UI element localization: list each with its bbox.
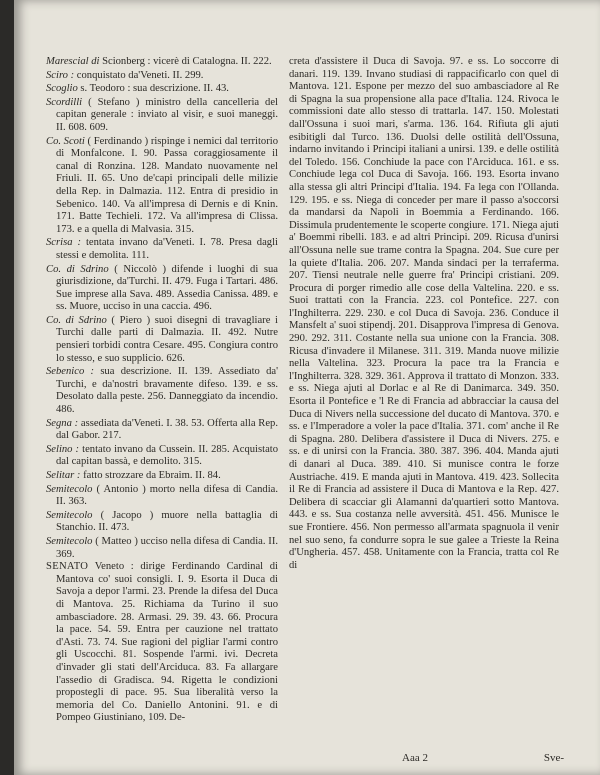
senato-continuation: creta d'assistere il Duca di Savoja. 97. e ss. Lo soccorre di danari. 119. 139. Invano studiasi di rappacificarlo con quel di Mantova. 121. Espone per mezzo del suo ambasciadore al Re di Spagna la sua propensione alla pace d'Italia. 124. Rivoca le commissioni date allo stesso di trattarla. 147. 150. Molestati dall'Ossuna i suoi mari, s'arma. 136. 164. Rifiuta gli ajuti esibitigli dal Turco. 136. Duolsi delle ostilità dell'Ossuna, indarno invitando i Principi italiani a unirsi. 139. e delle ostilità del Toledo. 156. Conchiude la pace con l'Arciduca. 161. e ss. Conchiude lega col Duca di Savoja. 166. 193. Esorta invano alla stessa gli altri Principi d'Italia. 194. Fa lega con l'Ollanda. 129. 195. e ss. Niega di conceder per mare il passo a'soccorsi da mandarsi da Napoli in Boemmia a Ferdinando. 166. Dissimula prudentemente le scoperte congiure. 171. Niega ajuti a' Boemmi ribelli. 183. e ad altri Principi. 209. Ricusa d'unirsi all'Ossuna nelle sue trame contra la Spagna. 204. Sue cure per la quiete d'Italia. 206. 207. Manda sindaci per la terraferma. 207. Tiensi neutrale nelle guerre fra' Principi cristiani. 209. Procura di porger rimedio alle cose della Valtelina. 220. e ss. Suoi trattati con la Francia. 223. col Pontefice. 227. con l'Inghilterra. 229. 230. e col Duca di Savoja. 236. Conduce il Mansfelt a' suoi stipendj. 201. Disapprova l'impresa di Genova. 290. 292. 311. Costante nella sua unione con la Francia. 308. Ricusa d'invadere il Milanese. 311. 319. Manda nuove milizie nella Valtelina. 323. Procura la pace tra la Francia e l'Inghilterra. 328. 329. 361. Approva il trattato di Monzon. 333. e ss. Niega ajuti al Dorlac e al Re di Danimarca. 349. 350. Esorta il Pontefice e 'l Re di Francia ad abbracciar la causa del Duca di Nivers nella successione del ducato di Mantova. 370. e ss. e l'Imperadore a voler la pace d'Italia. 371. com' anche il Re di Spagna. 280. Delibera d'assistere il Duca di Nivers. 275. e ss. e di unirsi con la Francia. 380. 387. 396. 404. Manda ajuti di danari al Duca. 389. 410. Si munisce contra le forze Austriache. 419. E manda ajuti in Mantova. 419. 423. Sollecita il Re di Francia ad assistere il Duca di Mantova e la Rep. 427. Delibera di scacciar gli Alamanni da'quartieri sotto Mantova. 443. e ss. Sua costanza nelle avversità. 451. 456. Munisce le sue Frontiere. 456. Non permesso all'armata spagnuola il venir nel suo seno, fa condurre sopra le sue galee a Trieste la Reina d'Ungheria. 457. 458. Unitamente con la Francia, tratta col Re di bbox=[289, 56, 559, 571]
entry-text: Veneto : dirige Ferdinando Cardinal di Mantova co' suoi consigli. I. 9. Esorta il Duca di Savoja a depor l'armi. 23. Prende la difesa del Duca di Mantova. 25. Richiama da Turino il suo ambasciadore. 28. Armasi. 29. 39. 43. 66. Procura la pace. 54. 59. Entra per cauzione nel trattato d'Asti. 73. 74. Sue ragioni del pigliar l'armi contro gli Uscocchi. 81. Sospende l'armi. ivi. Decreta d'invader gli stati dell'Arciduca. 83. Fa allargare l'assedio di Gradisca. 94. Rigetta le condizioni propostegli di pace. 95. Sua liberalità verso la memoria del Co. Daniello Antonini. 91. e di Pompeo Giustiniano, 109. De- bbox=[56, 561, 278, 724]
entry-headword: Sebenico : bbox=[46, 366, 95, 378]
entry-headword: Scoglio bbox=[46, 83, 78, 95]
entry-text: ( Ferdinando ) rispinge i nemici dal territorio di Monfalcone. I. 90. Passa coraggiosamente il canal di Ronzina. 128. Mandato nuovamente nel Friuli. II. 65. Uno de'capi principali delle milizie della Rep. in Dalmazia. 112. Entra di presidio in Sebenico. 140. Va all'impresa di Dernis e di Knin. 171. Batte Techieli. 172. Va all'impresa di Clissa. 173. e a quella di Malvasia. 315. bbox=[56, 135, 278, 235]
index-entry bbox=[46, 484, 278, 509]
book-page bbox=[14, 0, 600, 775]
entry-headword: Sciro : bbox=[46, 69, 75, 81]
entry-text: conquistato da'Veneti. II. 299. bbox=[74, 69, 204, 81]
index-entry bbox=[46, 536, 278, 561]
index-entry bbox=[46, 237, 278, 262]
index-entry bbox=[46, 83, 278, 96]
index-entry bbox=[46, 366, 278, 416]
index-entry bbox=[46, 510, 278, 535]
left-entries bbox=[46, 56, 278, 561]
entry-headword: Scordilli bbox=[46, 96, 83, 108]
page-footer bbox=[324, 752, 564, 764]
entry-headword: SENATO bbox=[46, 561, 89, 573]
entry-headword: Semitecolo bbox=[46, 535, 93, 547]
entry-headword: Scrisa : bbox=[46, 237, 81, 249]
right-column bbox=[289, 56, 559, 572]
index-entry bbox=[46, 444, 278, 469]
index-entry bbox=[46, 136, 278, 237]
entry-headword: Selino : bbox=[46, 443, 80, 455]
entry-headword: Segna : bbox=[46, 417, 79, 429]
index-entry bbox=[46, 315, 278, 365]
index-entry bbox=[46, 470, 278, 483]
entry-headword: Co. Scoti bbox=[46, 135, 85, 147]
entry-text: ( Jacopo ) muore nella battaglia di Stanchio. II. 473. bbox=[56, 509, 278, 534]
entry-text: ( Matteo ) ucciso nella difesa di Candia. II. 369. bbox=[56, 535, 278, 560]
entry-text: Scionberg : vicerè di Catalogna. II. 222. bbox=[99, 56, 272, 67]
entry-headword: Co. di Sdrino bbox=[46, 314, 107, 326]
entry-headword: Marescial di bbox=[46, 56, 100, 67]
entry-text: ( Piero ) suoi disegni di travagliare i Turchi dalle parti di Dalmazia. II. 492. Nutre pensieri torbidi contra Cesare. 495. Congiura contro lo stesso, e suo supplicio. 626. bbox=[56, 314, 278, 364]
index-entry bbox=[46, 70, 278, 83]
entry-headword: Semitecolo bbox=[46, 483, 93, 495]
left-column bbox=[46, 56, 278, 725]
entry-text: ( Antonio ) morto nella difesa di Candia. II. 363. bbox=[56, 483, 278, 508]
entry-text: ( Niccolò ) difende i luoghi di sua giurisdizione, da'Turchi. II. 479. Fuga i Tartari. 486. Sue imprese alla Sava. 489. Assedia Canissa. 489. e ss. Muore, ucciso in una caccia. 496. bbox=[56, 263, 278, 313]
index-entry-senato bbox=[46, 561, 278, 725]
entry-text: tentata invano da'Veneti. I. 78. Presa dagli stessi e demolita. 111. bbox=[56, 237, 278, 261]
signature-mark: Aaa 2 bbox=[402, 752, 428, 764]
entry-headword: Co. di Sdrino bbox=[46, 263, 109, 275]
index-entry bbox=[46, 264, 278, 314]
entry-text: s. Teodoro : sua descrizione. II. 43. bbox=[77, 83, 229, 95]
index-entry bbox=[46, 56, 278, 69]
index-entry bbox=[46, 97, 278, 135]
entry-headword: Selitar : bbox=[46, 470, 81, 481]
index-entry bbox=[46, 418, 278, 443]
entry-text: ( Stefano ) ministro della cancelleria del capitan generale : inviato al visir, e suoi maneggi. II. 608. 609. bbox=[56, 96, 278, 133]
entry-headword: Semitecolo bbox=[46, 509, 93, 521]
entry-text: fatto strozzare da Ebraim. II. 84. bbox=[80, 470, 221, 481]
entry-text: assediata da'Veneti. I. 38. 53. Offerta alla Rep. dal Gabor. 217. bbox=[56, 417, 278, 442]
entry-text: tentato invano da Cussein. II. 285. Acquistato dal capitan bassà, e demolito. 315. bbox=[56, 443, 279, 468]
entry-text: sua descrizione. II. 139. Assediato da' Turchi, e da'nostri bravamente difeso. 139. e ss. Desolato dalla peste. 256. Danneggiato da incendio. 486. bbox=[56, 366, 278, 416]
catchword: Sve- bbox=[543, 752, 564, 764]
